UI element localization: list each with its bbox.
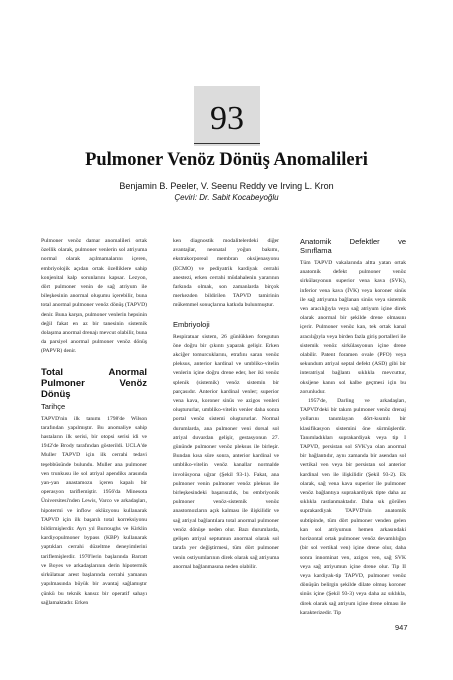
- intro-paragraph: Pulmoner venöz damar anomalileri ortak özellik olarak, pulmoner venlerin sol atriyuma normal olarak açılmamalarını içeren, embriyolojik açıdan ortak özelliklere sahip konjenital kalp sorunlarını kapsar. Lezyon, dört pulmoner venin de sağ atriyum ile bileşkesinin anormal oluşumu içerebilir, buna total anormal pulmoner venöz dönüş (TAPVD) denir. Buna karşın, pulmoner venlerin hepsinin değil fakat en az bir tanesinin sistemik dolaşıma anormal drenajı mevcut olabilir, buna da parsiyel anormal pulmoner venöz dönüş (PAPVR) denir.: [41, 238, 147, 355]
- classification-paragraph: 1957'de, Darling ve arkadaşları, TAPVD'deki bir takım pulmoner venöz drenaj yollarını tanımlayan dört-kısımlı bir klasifikasyon sistemini öne sürmüşlerdir. Tanımladıkları suprakardiyak veya tip I TAPVD, persistan sol SVK'ya olan anormal bir bağlantıdır, aynı zamanda bir asendan sol vertikal ven veya bir persistan sol anterior kardinal ven ile ilişkilidir (Şekil 93-2). Ek olarak, sağ vena kava superior ile pulmoner venöz bağlantıya suprakardiyak tipte daha az sıklıkla rastlanmaktadır. Daha sık görülen suprakardiyak TAPVD'nin anatomik subtipinde, tüm dört pulmoner venden gelen kan sol atriyumun hemen arkasındaki horizontal ortak pulmoner venöz devamlılığın (bir sol vertikal ven) içine drene olur, daha sonra innominat ven, azigos ven, sağ SVK veya sağ atriyumun içine drene olur. Tip II veya kardiyak-tip TAPVD, pulmoner venöz dönüşün belirgin şekilde dilate olmuş koroner sinüs içine (Şekil 93-3) veya daha az sıklıkla, direk olarak sağ atriyum içine drene olması ile karakterizedir. Tip: [300, 398, 406, 616]
- section-heading-tapvd: Total Anormal Pulmoner Venöz Dönüş: [41, 366, 147, 400]
- chapter-number: 93: [210, 100, 244, 137]
- subsection-heading-history: Tarihçe: [41, 401, 66, 411]
- chapter-authors: Benjamin B. Peeler, V. Seenu Reddy ve Irving L. Kron: [119, 181, 334, 191]
- subsection-heading-anatomy: Anatomik Defektler ve Sınıflama: [300, 237, 406, 255]
- subsection-heading-embryology: Embriyoloji: [173, 319, 210, 329]
- page-number: 947: [395, 623, 408, 632]
- anatomy-paragraph: Tüm TAPVD vakalarında altta yatan ortak anatomik defekt pulmoner venöz sirkülasyonun superior vena kava (SVK), inferior vena kava (İVK) veya koroner sinüs ile sağ atriyuma bağlanan sinüs veya sistemik ven aracılığıyla veya sağ atriyum içine direk olarak anormal bir şekilde drene olmasını içerir. Pulmoner venöz kan, tek ortak kanal aracılığıyla veya birden fazla giriş portalleri ile sistemik venöz sirkülasyonun içine drene olabilir. Patent foramen ovale (PFO) veya sekundum atriyal septal defekt (ASD) gibi bir interatriyal bağlantı sıklıkla mevcuttur, oksijene kanın sol kalbe geçmesi için bu zorunludur.: [300, 260, 406, 395]
- text-column-3: [300, 237, 406, 618]
- chapter-translator: Çeviri: Dr. Sabit Kocabeyoğlu: [174, 193, 279, 202]
- embryology-paragraph: Respiratuar sistem, 26 günlükken foregutun öne doğru bir çıkıntı yaparak gelişir. Erken akciğer tomurcuklarını, etrafını saran venöz pleksus, anterior kardinal ve umbliko-vitelin venlerin içine doğru drene eder, her iki venöz splenik (sistemik) venöz sistemin bir parçasıdır. Anterior kardinal venler; superior vena kava, koroner sinüs ve azigos venleri oluştururlar, umbliko-vitelin venler daha sonra portal venöz sistemi oluştururlar. Normal durumlarda, ana pulmoner veni dorsal sol atriyal duvardan gelişir, gestasyonun 27. gününde pulmoner venöz pleksus ile birleşir. Bundan kısa süre sonra, anterior kardinal ve umbliko-vitelin venöz kanallar normalde involüsyona uğrar (Şekil 93-1). Fakat, ana pulmoner venin pulmoner venöz pleksus ile birleşkesindeki başarısızlık, bu embriyonik pulmoner venöz-sistemik venöz anastomozların açık kalması ile ilişkilidir ve sağ atriyal bağlantılara total anormal pulmoner venöz dönüşe neden olur. Bazı durumlarda, gelişen atriyal septumun anormal olarak sol tarafa yer değiştirmesi, tüm dört pulmoner venin ostiyumlarının direk olarak sağ atriyuma anormal bağlanmasına neden olabilir.: [173, 333, 279, 570]
- chapter-title: Pulmoner Venöz Dönüş Anomalileri: [85, 150, 368, 170]
- diagnostics-paragraph: ken diagnostik modalitelerdeki diğer avantajlar, neonatal yoğun bakımı, ekstrakorporeal membran oksijenasyonu (ECMO) ve pediyatrik kardiyak cerrahi anestezi, erken cerrahi müdahalenin yararının farkında olmak, son zamanlarda birçok merkezden bildirilen TAPVD tamirinin mükemmel sonuçlarına katkıda bulunmuştur.: [173, 238, 279, 309]
- chapter-rule: [194, 143, 260, 144]
- text-column-1: [41, 237, 147, 608]
- history-paragraph: TAPVD'nin ilk tanımı 1798'de Wilson tarafından yapılmıştır. Bu anomaliye sahip hastaların ilk serisi, bir otopsi serisi idi ve 1942'de Brody tarafından gösterildi. UCLA'de Muller TAPVD için ilk cerrahi tedavi teşebbüsünde bulundu. Muller ana pulmoner ven trunkusu ile sol atriyal apendiks arasında yan-yan anastamozu içeren kapalı bir operasyon tariflemiştir. 1956'da Minesota Üniversitesi'nden Lewis, Varco ve arkadaşları, hipotermi ve inflow oklüzyonu kullanarak TAPVD için ilk başarılı total korreksiyonu bildirmişlerdir. Ayrı yıl Burroughs ve Kirklin kardiyopulmoner bypass (KBP) kullanarak yaptıkları cerrahi düzeltme deneyimlerini tariflemişlerdir. 1970'lerin başlarında Barratt ve Boyes ve arkadaşlarının derin hipotermik sirkülatuar arest başlarında cerrahi yamanın yapılmasında büyük bir avantaj sağlamıştır çünkü bu teknik kansız bir operatif sahayı sağlamaktadır. Erken: [41, 415, 147, 606]
- text-column-2: [173, 237, 279, 572]
